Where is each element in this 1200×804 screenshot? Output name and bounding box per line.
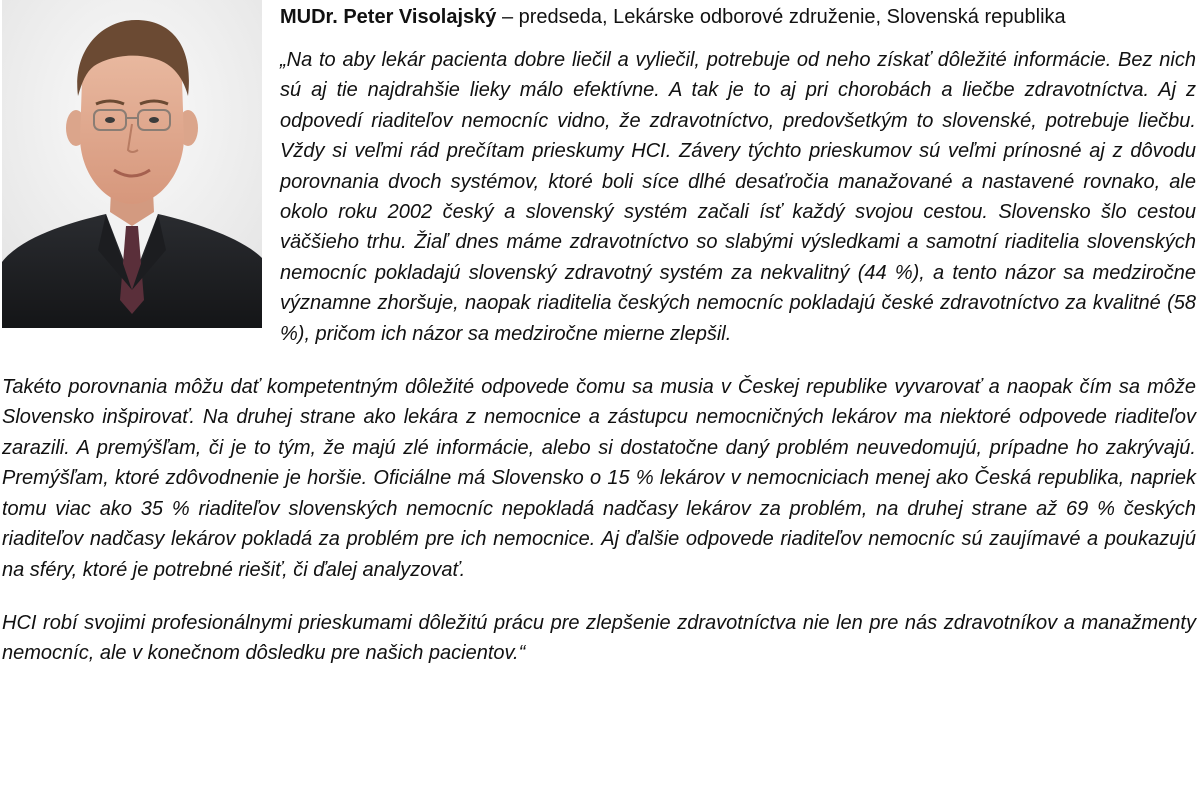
speaker-name: MUDr. Peter Visolajský — [280, 6, 497, 28]
portrait-photo — [2, 0, 262, 328]
quote-paragraph-1: „Na to aby lekár pacienta dobre liečil a vyliečil, potrebuje od neho získať dôležité informácie. Bez nich sú aj tie najdrahšie lieky málo efektívne. A tak je to aj pri chorobách a liečbe zdravotníctva. Aj z odpovedí riaditeľov nemocníc vidno, že zdravotníctvo, predovšetkým to slovenské, potrebuje liečbu. Vždy si veľmi rád prečítam prieskumy HCI. Závery týchto prieskumov sú veľmi prínosné aj z dôvodu porovnania dvoch systémov, ktoré boli síce dlhé desaťročia manažované a nastavené rovnako, ale okolo roku 2002 český a slovenský systém začali ísť každý svojou cestou. Slovensko šlo cestou väčšieho trhu. Žiaľ dnes máme zdravotníctvo so slabými výsledkami a samotní riaditelia slovenských nemocníc pokladajú slovenský zdravotný systém za nekvalitný (44 %), a tento názor sa medziročne významne zhoršuje, naopak riaditelia českých nemocníc pokladajú české zdravotníctvo za kvalitné (58 %), pričom ich názor sa medziročne mierne zlepšil. — [280, 49, 1196, 345]
portrait-illustration — [2, 0, 262, 328]
speaker-role: – predseda, Lekárske odborové združenie, Slovenská republika — [496, 6, 1066, 28]
quote-paragraph-3: HCI robí svojimi profesionálnymi prieskumami dôležitú prácu pre zlepšenie zdravotníctva nie len pre nás zdravotníkov a manažmenty nemocníc, ale v konečnom dôsledku pre našich pacientov.“ — [2, 611, 1196, 665]
quote-paragraph-2: Takéto porovnania môžu dať kompetentným dôležité odpovede čomu sa musia v Českej republike vyvarovať a naopak čím sa môže Slovensko inšpirovať. Na druhej strane ako lekára z nemocnice a zástupcu nemocničných lekárov ma niektoré odpovede riaditeľov zarazili. A premýšľam, či je to tým, že majú zlé informácie, alebo si dostatočne daný problém neuvedomujú, prípadne ho zakrývajú. Premýšľam, ktoré zdôvodnenie je horšie. Oficiálne má Slovensko o 15 % lekárov v nemocniciach menej ako Česká republika, napriek tomu viac ako 35 % riaditeľov slovenských nemocníc nepokladá nadčasy lekárov za problém, na druhej strane až 69 % českých riaditeľov nadčasy lekárov pokladá za problém pre ich nemocnice. Aj ďalšie odpovede riaditeľov nemocníc sú zaujímavé a poukazujú na sféry, ktoré je potrebné riešiť, či ďalej analyzovať. — [2, 376, 1196, 581]
